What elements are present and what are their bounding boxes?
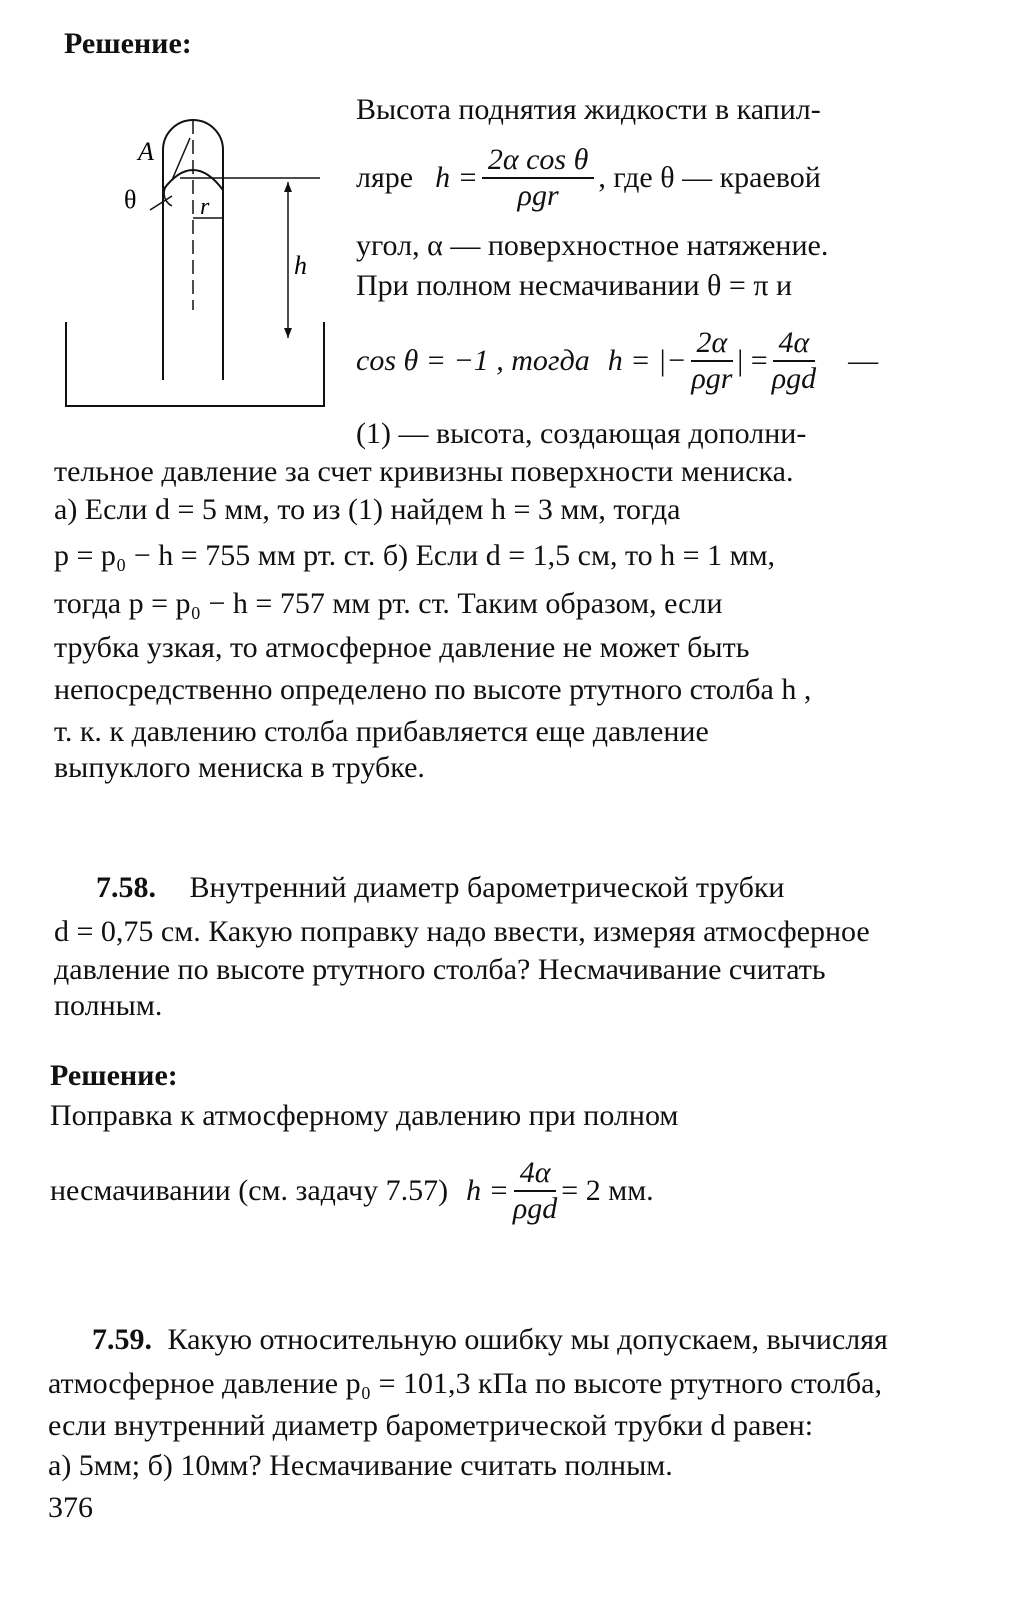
label-r: r <box>200 194 210 220</box>
problem-758-line2: d = 0,75 см. Какую поправку надо ввести, измеряя атмосферное <box>54 915 870 948</box>
sol2-line1: Поправка к атмосферному давлению при полном <box>50 1099 679 1132</box>
problem-758-line1: Внутренний диаметр барометрической трубки <box>189 871 785 904</box>
sol1-l5-pre: cos θ = −1 , тогда <box>356 344 590 377</box>
problem-759-number: 7.59. <box>92 1323 152 1356</box>
problem-759-line4: а) 5мм; б) 10мм? Несмачивание считать полным. <box>48 1449 673 1482</box>
sol2-l2-pre: несмачивании (см. задачу 7.57) <box>50 1174 449 1207</box>
sol1-l5-mid: | = <box>737 344 768 377</box>
problem-759-line1: Какую относительную ошибку мы допускаем, вычисляя <box>167 1323 888 1356</box>
problem-758 <box>96 868 784 908</box>
sol1-line2 <box>356 136 926 220</box>
sol1-l5-num2: 4α <box>773 326 816 362</box>
sol1-line3: угол, α — поверхностное натяжение. <box>356 229 829 262</box>
sol1-l5-h: h = |− <box>607 344 687 377</box>
sol1-line14: выпуклого мениска в трубке. <box>54 751 425 784</box>
solution-heading: Решение: <box>64 27 192 60</box>
sol1-line11: трубка узкая, то атмосферное давление не может быть <box>54 631 750 664</box>
problem-759-line3: если внутренний диаметр барометрической трубки d равен: <box>48 1409 814 1442</box>
sol1-l2-pre: ляре <box>356 161 414 194</box>
problem-759 <box>92 1320 888 1360</box>
sol1-line6: (1) — высота, создающая дополни- <box>356 417 807 450</box>
sol1-l2-post: , где θ — краевой <box>598 161 821 194</box>
sol1-line10: тогда p = p₀ − h = 757 мм рт. ст. Таким образом, если <box>54 587 723 620</box>
sol1-l5-den2: ρgd <box>771 362 817 395</box>
sol1-l2-den: ρgr <box>517 179 559 212</box>
sol2-l2-num: 4α <box>514 1156 557 1192</box>
sol1-l5-post: — <box>848 344 879 377</box>
problem-759-line2: атмосферное давление p₀ = 101,3 кПа по высоте ртутного столба, <box>48 1367 882 1400</box>
sol1-l2-fraction <box>482 143 594 213</box>
problem-758-line4: полным. <box>54 989 163 1022</box>
sol1-line4: При полном несмачивании θ = π и <box>356 269 793 302</box>
sol2-l2-fraction <box>513 1156 557 1226</box>
problem-758-number: 7.58. <box>96 871 156 904</box>
sol2-l2-den: ρgd <box>512 1192 558 1225</box>
sol2-l2-post: = 2 мм. <box>561 1174 654 1207</box>
label-a: A <box>138 137 154 166</box>
sol2-l2-h: h = <box>466 1174 509 1207</box>
solution-heading-2: Решение: <box>50 1059 178 1092</box>
sol1-line1: Высота поднятия жидкости в капил- <box>356 93 821 126</box>
sol1-l2-h: h = <box>435 161 478 194</box>
label-theta: θ <box>124 185 137 214</box>
sol1-l5-fraction2 <box>772 326 816 396</box>
problem-758-line3: давление по высоте ртутного столба? Несмачивание считать <box>54 953 826 986</box>
sol2-line2 <box>50 1146 654 1236</box>
sol1-l2-num: 2α cos θ <box>482 143 594 179</box>
sol1-line7: тельное давление за счет кривизны поверхности мениска. <box>54 455 794 488</box>
sol1-line9: p = p₀ − h = 755 мм рт. ст. б) Если d = 1,5 см, то h = 1 мм, <box>54 539 776 572</box>
sol1-l5-den1: ρgr <box>691 362 733 395</box>
sol1-line13: т. к. к давлению столба прибавляется еще давление <box>54 715 709 748</box>
sol1-line5 <box>356 316 926 406</box>
capillary-figure <box>50 110 340 420</box>
page-number: 376 <box>48 1491 93 1524</box>
sol1-l5-num1: 2α <box>691 326 734 362</box>
sol1-line8: а) Если d = 5 мм, то из (1) найдем h = 3 мм, тогда <box>54 493 681 526</box>
label-h: h <box>294 251 307 280</box>
sol1-line12: непосредственно определено по высоте ртутного столба h , <box>54 673 812 706</box>
sol1-l5-fraction1 <box>691 326 734 396</box>
